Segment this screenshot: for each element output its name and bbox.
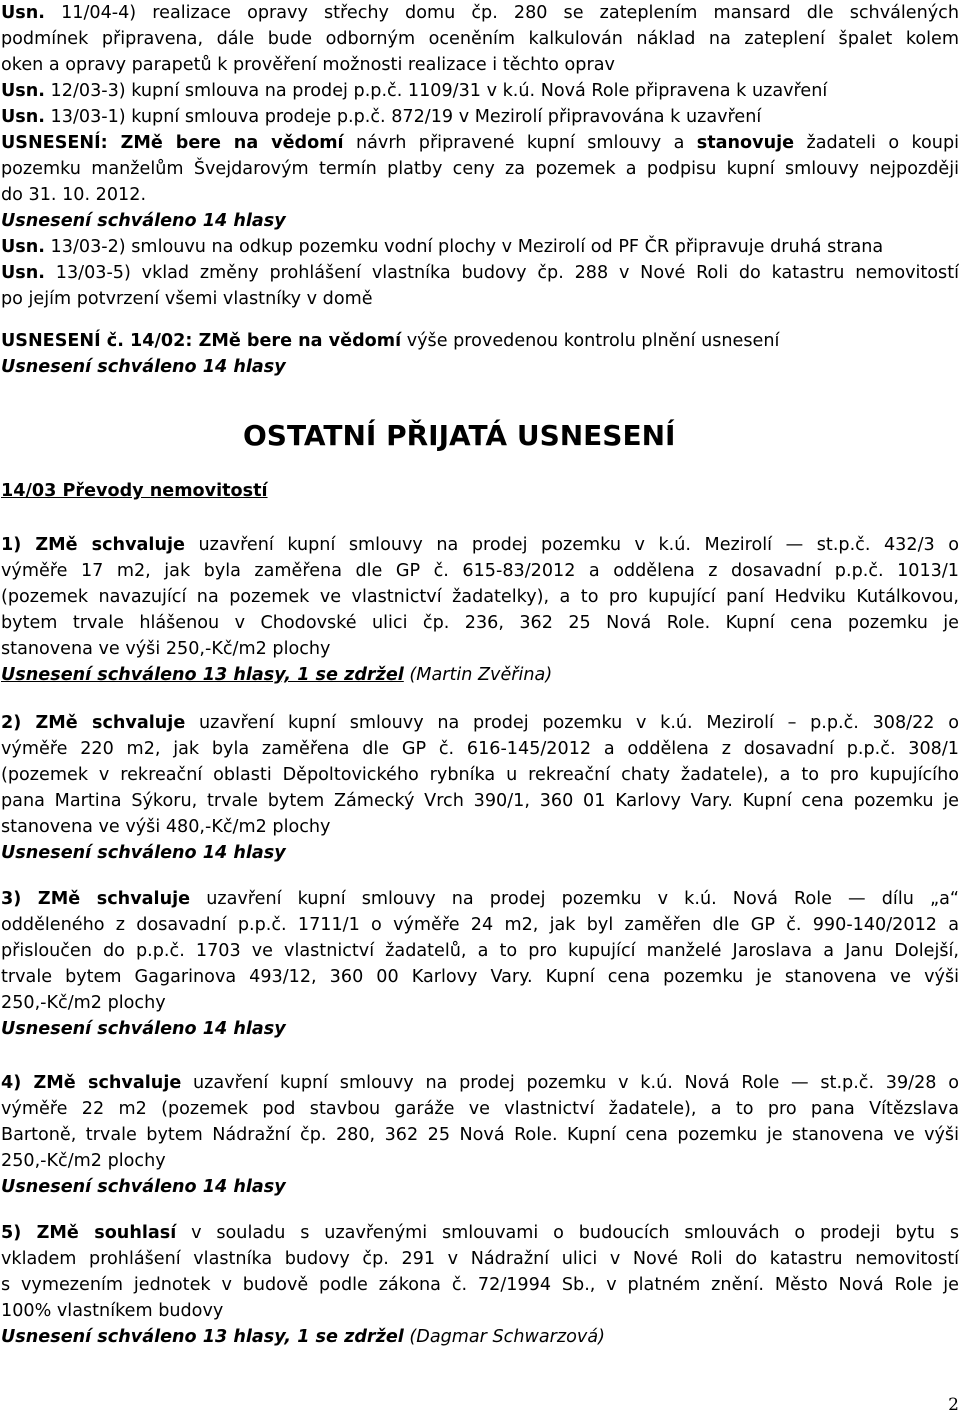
vote-result: Usnesení schváleno 13 hlasy, 1 se zdržel (Martin Zvěřina) [1,665,553,685]
subsection-title: 14/03 Převody nemovitostí [1,481,268,501]
text-line: vkladem prohlášení vlastníka budovy čp. 291 v Nádražní ulici v Nové Roli do katastru nemovitostí [1,1249,959,1269]
list-item: 5) ZMě souhlasí v souladu s uzavřenými smlouvami o budoucích smlouvách o prodeji bytu s [1,1223,959,1243]
text-line: výměře 22 m2 (pozemek pod stavbou garáže ve vlastnictví žadatele), a to pro pana Vítězslava [1,1099,959,1119]
text-line: odděleného z dosavadní p.p.č. 1711/1 o výměře 24 m2, jak byl zaměřen dle GP č. 990-140/2012 a [1,915,959,935]
text-line: po jejím potvrzení všemi vlastníky v domě [1,289,373,309]
text-line: stanovena ve výši 250,-Kč/m2 plochy [1,639,331,659]
vote-result: Usnesení schváleno 13 hlasy, 1 se zdržel (Dagmar Schwarzová) [1,1327,605,1347]
page-number: 2 [948,1395,959,1415]
resolution-line: USNESENÍ: ZMě bere na vědomí návrh připravené kupní smlouvy a stanovuje žadateli o koupi [1,133,959,153]
text-line: do 31. 10. 2012. [1,185,147,205]
text-line: Usn. 12/03-3) kupní smlouva na prodej p.p.č. 1109/31 v k.ú. Nová Role připravena k uzavření [1,81,828,101]
text-line: výměře 17 m2, jak byla zaměřena dle GP č. 615-83/2012 a oddělena z dosavadní p.p.č. 1013/1 [1,561,959,581]
text-line: 250,-Kč/m2 plochy [1,1151,166,1171]
text-line: (pozemek v rekreační oblasti Děpoltovického rybníka u rekreační chaty žadatele), a to pro kupujícího [1,765,959,785]
text-line: Usn. 13/03-1) kupní smlouva prodeje p.p.č. 872/19 v Mezirolí připravována k uzavření [1,107,762,127]
text-line: oken a opravy parapetů k prověření možnosti realizace i těchto oprav [1,55,615,75]
list-item: 1) ZMě schvaluje uzavření kupní smlouvy na prodej pozemku v k.ú. Mezirolí — st.p.č. 432/3 o [1,535,959,555]
text-line: 250,-Kč/m2 plochy [1,993,166,1013]
vote-result: Usnesení schváleno 14 hlasy [1,1019,286,1039]
text-line: stanovena ve výši 480,-Kč/m2 plochy [1,817,331,837]
text-line: pozemku manželům Švejdarovým termín platby ceny za pozemek a podpisu kupní smlouvy nejpozději [1,159,959,179]
list-item: 3) ZMě schvaluje uzavření kupní smlouvy na prodej pozemku v k.ú. Nová Role — dílu „a“ [1,889,959,909]
list-item: 4) ZMě schvaluje uzavření kupní smlouvy na prodej pozemku v k.ú. Nová Role — st.p.č. 39/28 o [1,1073,959,1093]
section-heading: OSTATNÍ PŘIJATÁ USNESENÍ [243,419,676,452]
text-line: výměře 220 m2, jak byla zaměřena dle GP č. 616-145/2012 a oddělena z dosavadní p.p.č. 308/1 [1,739,959,759]
vote-result: Usnesení schváleno 14 hlasy [1,357,286,377]
resolution-line: USNESENÍ č. 14/02: ZMě bere na vědomí výše provedenou kontrolu plnění usnesení [1,331,780,351]
text-line: Usn. 11/04-4) realizace opravy střechy domu čp. 280 se zateplením mansard dle schválených [1,3,959,23]
text-line: Bartoně, trvale bytem Nádražní čp. 280, 362 25 Nová Role. Kupní cena pozemku je stanovena ve výši [1,1125,959,1145]
text-line: podmínek připravena, dále bude odborným oceněním kalkulován náklad na zateplení špalet kolem [1,29,959,49]
text-line: (pozemek navazující na pozemek ve vlastnictví žadatelky), a to pro kupující paní Hedviku Kutálkovou, [1,587,959,607]
vote-result: Usnesení schváleno 14 hlasy [1,843,286,863]
text-line: pana Martina Sýkoru, trvale bytem Zámecký Vrch 390/1, 360 01 Karlovy Vary. Kupní cena pozemku je [1,791,959,811]
text-line: 100% vlastníkem budovy [1,1301,224,1321]
text-line: přisloučen do p.p.č. 1703 ve vlastnictví žadatelů, a to pro kupující manželé Jaroslava a Janu Dolejší, [1,941,959,961]
text-line: Usn. 13/03-5) vklad změny prohlášení vlastníka budovy čp. 288 v Nové Roli do katastru nemovitostí [1,263,959,283]
text-line: bytem trvale hlášenou v Chodovské ulici čp. 236, 362 25 Nová Role. Kupní cena pozemku je [1,613,959,633]
list-item: 2) ZMě schvaluje uzavření kupní smlouvy na prodej pozemku v k.ú. Mezirolí – p.p.č. 308/22 o [1,713,959,733]
vote-result: Usnesení schváleno 14 hlasy [1,211,286,231]
vote-result: Usnesení schváleno 14 hlasy [1,1177,286,1197]
text-line: trvale bytem Gagarinova 493/12, 360 00 Karlovy Vary. Kupní cena pozemku je stanovena ve výši [1,967,959,987]
text-line: s vymezením jednotek v budově podle zákona č. 72/1994 Sb., v platném znění. Město Nová Role je [1,1275,959,1295]
text-line: Usn. 13/03-2) smlouvu na odkup pozemku vodní plochy v Mezirolí od PF ČR připravuje druhá strana [1,237,884,257]
